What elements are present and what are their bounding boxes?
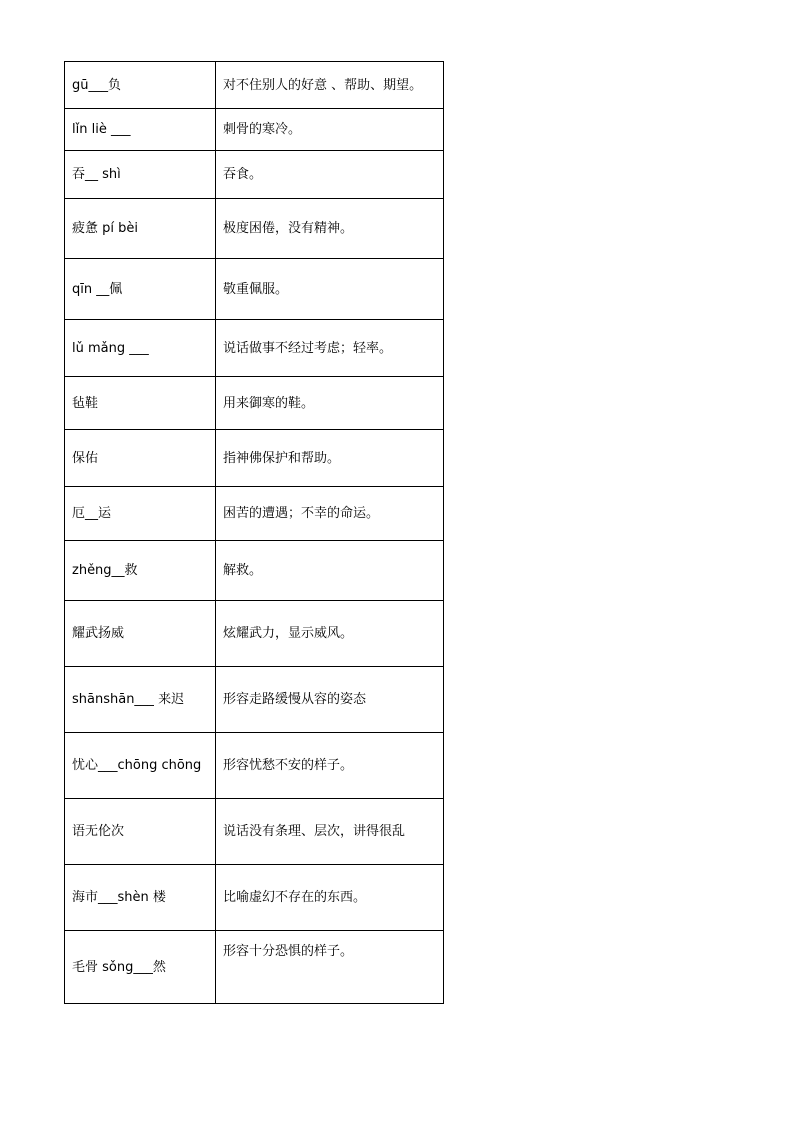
term-cell: 疲惫 pí bèi [65, 199, 216, 259]
table-row [65, 377, 444, 430]
term-cell: 毛骨 sǒng___然 [65, 931, 216, 1004]
definition-cell: 解救。 [216, 541, 444, 601]
table-row [65, 151, 444, 199]
vocabulary-table [64, 61, 444, 1004]
table-row [65, 320, 444, 377]
term-cell: 厄__运 [65, 487, 216, 541]
definition-cell: 极度困倦，没有精神。 [216, 199, 444, 259]
table-row [65, 865, 444, 931]
table-row [65, 541, 444, 601]
definition-cell: 说话没有条理、层次，讲得很乱 [216, 799, 444, 865]
term-cell: gū___负 [65, 62, 216, 109]
term-cell: qīn __佩 [65, 259, 216, 320]
definition-cell: 比喻虚幻不存在的东西。 [216, 865, 444, 931]
definition-cell: 形容走路缓慢从容的姿态 [216, 667, 444, 733]
definition-cell: 困苦的遭遇；不幸的命运。 [216, 487, 444, 541]
term-cell: 海市___shèn 楼 [65, 865, 216, 931]
definition-cell: 敬重佩服。 [216, 259, 444, 320]
term-cell: 毡鞋 [65, 377, 216, 430]
term-cell: 耀武扬威 [65, 601, 216, 667]
term-cell: shānshān___ 来迟 [65, 667, 216, 733]
table-row [65, 109, 444, 151]
term-cell: 吞__ shì [65, 151, 216, 199]
definition-cell: 吞食。 [216, 151, 444, 199]
definition-cell: 说话做事不经过考虑；轻率。 [216, 320, 444, 377]
table-row [65, 601, 444, 667]
definition-cell: 形容十分恐惧的样子。 [216, 931, 444, 1004]
term-cell: 保佑 [65, 430, 216, 487]
table-row [65, 259, 444, 320]
term-cell: lǐn liè ___ [65, 109, 216, 151]
table-row [65, 667, 444, 733]
table-row [65, 931, 444, 1004]
table-row [65, 430, 444, 487]
definition-cell: 炫耀武力，显示威风。 [216, 601, 444, 667]
definition-cell: 指神佛保护和帮助。 [216, 430, 444, 487]
table-row [65, 62, 444, 109]
table-row [65, 733, 444, 799]
table-row [65, 199, 444, 259]
definition-cell: 刺骨的寒冷。 [216, 109, 444, 151]
term-cell: zhěng__救 [65, 541, 216, 601]
definition-cell: 用来御寒的鞋。 [216, 377, 444, 430]
term-cell: lǔ mǎng ___ [65, 320, 216, 377]
term-cell: 语无伦次 [65, 799, 216, 865]
definition-cell: 形容忧愁不安的样子。 [216, 733, 444, 799]
table-row [65, 799, 444, 865]
term-cell: 忧心___chōng chōng [65, 733, 216, 799]
definition-cell: 对不住别人的好意 、帮助、期望。 [216, 62, 444, 109]
table-row [65, 487, 444, 541]
